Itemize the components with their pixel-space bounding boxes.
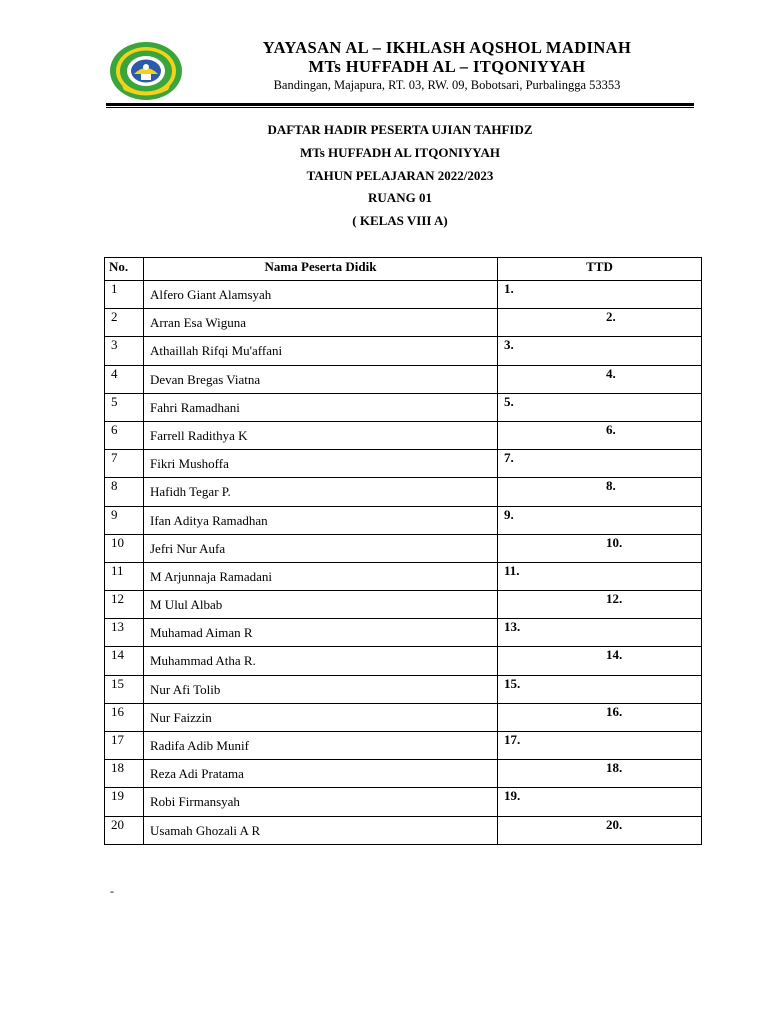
student-name: Reza Adi Pratama [144, 760, 498, 788]
header-name: Nama Peserta Didik [144, 258, 498, 281]
row-number: 15 [105, 675, 144, 703]
document-room: RUANG 01 [368, 190, 432, 205]
row-number: 3 [105, 337, 144, 365]
student-name: Robi Firmansyah [144, 788, 498, 816]
student-name: M Arjunnaja Ramadani [144, 562, 498, 590]
signature-cell[interactable] [498, 309, 702, 337]
letterhead-rule-thin [106, 107, 694, 108]
student-name: Fahri Ramadhani [144, 393, 498, 421]
row-number: 4 [105, 365, 144, 393]
signature-number: 18. [606, 760, 623, 776]
row-number: 14 [105, 647, 144, 675]
table-row [105, 788, 702, 816]
row-number: 5 [105, 393, 144, 421]
student-name: Fikri Mushoffa [144, 450, 498, 478]
logo-flower-icon [110, 42, 182, 100]
document-year: TAHUN PELAJARAN 2022/2023 [306, 168, 494, 183]
signature-number: 16. [606, 703, 623, 719]
signature-number: 19. [504, 788, 521, 804]
table-row [105, 365, 702, 393]
signature-number: 1. [504, 281, 514, 296]
signature-number: 12. [606, 591, 623, 607]
table-row [105, 478, 702, 506]
table-row [105, 534, 702, 562]
signature-number: 2. [606, 309, 616, 325]
signature-number: 9. [504, 506, 514, 522]
table-row [105, 562, 702, 590]
table-row [105, 816, 702, 844]
signature-cell[interactable] [498, 534, 702, 562]
signature-number: 14. [606, 647, 623, 663]
row-number: 11 [105, 562, 144, 590]
signature-cell[interactable] [498, 788, 702, 816]
footer-mark: - [110, 884, 114, 898]
row-number: 12 [105, 591, 144, 619]
school-logo [108, 40, 184, 102]
table-row [105, 309, 702, 337]
document-school: MTs HUFFADH AL ITQONIYYAH [300, 145, 500, 160]
row-number: 6 [105, 421, 144, 449]
student-name: Usamah Ghozali A R [144, 816, 498, 844]
table-row [105, 393, 702, 421]
signature-cell[interactable] [498, 281, 702, 309]
signature-number: 5. [504, 393, 514, 409]
row-number: 7 [105, 450, 144, 478]
table-row [105, 732, 702, 760]
document-class: ( KELAS VIII A) [352, 213, 448, 228]
table-row [105, 760, 702, 788]
signature-cell[interactable] [498, 703, 702, 731]
student-name: Jefri Nur Aufa [144, 534, 498, 562]
table-row [105, 506, 702, 534]
student-name: Nur Faizzin [144, 703, 498, 731]
row-number: 18 [105, 760, 144, 788]
table-row [105, 675, 702, 703]
student-name: Muhamad Aiman R [144, 619, 498, 647]
table-row [105, 450, 702, 478]
signature-number: 10. [606, 534, 623, 550]
letterhead-rule-thick [106, 103, 694, 106]
signature-cell[interactable] [498, 816, 702, 844]
header-no: No. [105, 258, 144, 281]
signature-number: 17. [504, 732, 521, 747]
document-title: DAFTAR HADIR PESERTA UJIAN TAHFIDZ [267, 122, 533, 137]
table-row [105, 591, 702, 619]
row-number: 13 [105, 619, 144, 647]
signature-cell[interactable] [498, 732, 702, 760]
signature-number: 20. [606, 816, 623, 832]
student-name: Arran Esa Wiguna [144, 309, 498, 337]
table-row [105, 421, 702, 449]
table-row [105, 703, 702, 731]
signature-number: 6. [606, 421, 616, 437]
student-name: Devan Bregas Viatna [144, 365, 498, 393]
signature-cell[interactable] [498, 760, 702, 788]
signature-cell[interactable] [498, 478, 702, 506]
header-ttd: TTD [498, 258, 702, 281]
student-name: Nur Afi Tolib [144, 675, 498, 703]
signature-cell[interactable] [498, 506, 702, 534]
signature-number: 8. [606, 478, 616, 494]
signature-cell[interactable] [498, 450, 702, 478]
school-address: Bandingan, Majapura, RT. 03, RW. 09, Bobotsari, Purbalingga 53353 [273, 78, 621, 92]
signature-number: 4. [606, 365, 616, 381]
student-name: Muhammad Atha R. [144, 647, 498, 675]
student-name: Radifa Adib Munif [144, 732, 498, 760]
foundation-name: YAYASAN AL – IKHLASH AQSHOL MADINAH [262, 38, 632, 57]
row-number: 20 [105, 816, 144, 844]
row-number: 17 [105, 732, 144, 760]
school-name: MTs HUFFADH AL – ITQONIYYAH [308, 57, 586, 76]
signature-cell[interactable] [498, 647, 702, 675]
student-name: Ifan Aditya Ramadhan [144, 506, 498, 534]
signature-number: 7. [504, 450, 514, 466]
row-number: 9 [105, 506, 144, 534]
signature-cell[interactable] [498, 591, 702, 619]
row-number: 19 [105, 788, 144, 816]
signature-number: 3. [504, 337, 514, 353]
letterhead [200, 38, 694, 94]
student-name: Farrell Radithya K [144, 421, 498, 449]
signature-cell[interactable] [498, 365, 702, 393]
row-number: 10 [105, 534, 144, 562]
signature-cell[interactable] [498, 562, 702, 590]
table-row [105, 281, 702, 309]
table-row [105, 647, 702, 675]
attendance-table [104, 257, 702, 845]
row-number: 16 [105, 703, 144, 731]
signature-cell[interactable] [498, 675, 702, 703]
signature-number: 11. [504, 562, 520, 578]
student-name: Hafidh Tegar P. [144, 478, 498, 506]
student-name: M Ulul Albab [144, 591, 498, 619]
row-number: 1 [105, 281, 144, 309]
signature-cell[interactable] [498, 619, 702, 647]
table-row [105, 337, 702, 365]
signature-number: 15. [504, 675, 521, 691]
student-name: Alfero Giant Alamsyah [144, 281, 498, 309]
table-row [105, 619, 702, 647]
signature-number: 13. [504, 619, 521, 635]
signature-cell[interactable] [498, 421, 702, 449]
student-name: Athaillah Rifqi Mu'affani [144, 337, 498, 365]
row-number: 2 [105, 309, 144, 337]
signature-cell[interactable] [498, 337, 702, 365]
row-number: 8 [105, 478, 144, 506]
signature-cell[interactable] [498, 393, 702, 421]
table-header-row [105, 258, 702, 281]
